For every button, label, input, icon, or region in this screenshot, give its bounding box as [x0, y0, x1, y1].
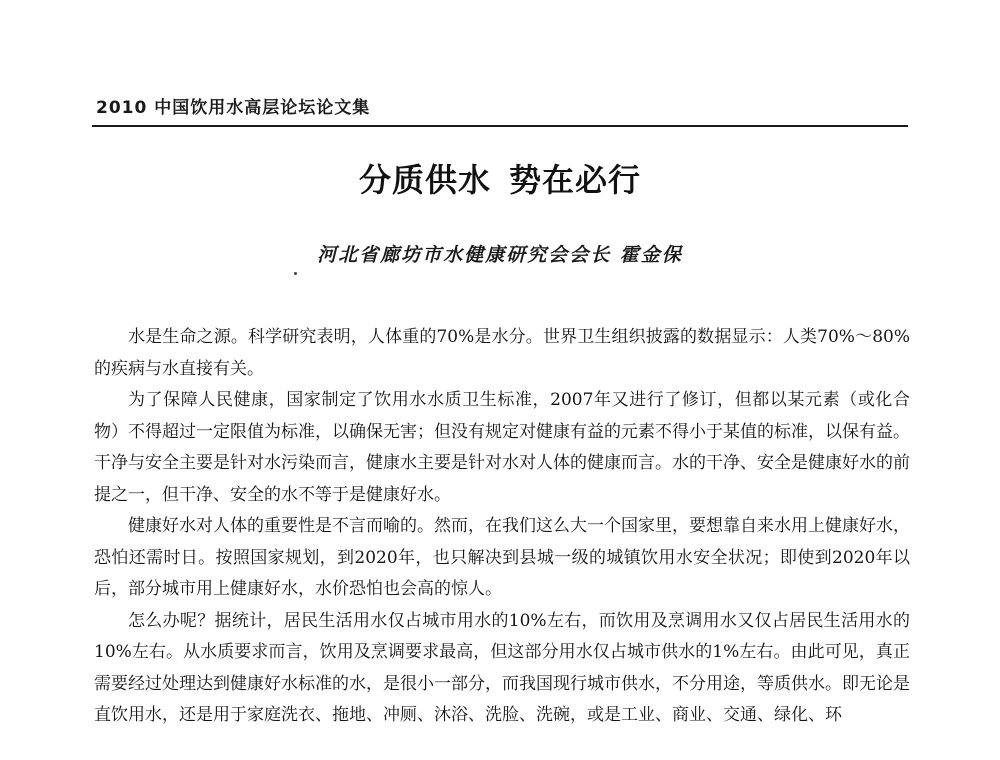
stray-dot — [294, 272, 297, 275]
paragraph-4: 怎么办呢？据统计，居民生活用水仅占城市用水的10%左右，而饮用及烹调用水又仅占居民生活用水的10%左右。从水质要求而言，饮用及烹调要求最高，但这部分用水仅占城市供水的1%左右。由此可见，真正需要经过处理达到健康好水标准的水，是很小一部分，而我国现行城市供水，不分用途，等质供水。即无论是直饮用水，还是用于家庭洗衣、拖地、冲厕、沐浴、洗脸、洗碗，或是工业、商业、交通、绿化、环 — [94, 610, 910, 725]
title-part-1: 分质供水 — [358, 161, 491, 199]
title-part-2: 势在必行 — [509, 161, 642, 199]
paragraph-1: 水是生命之源。科学研究表明，人体重的70%是水分。世界卫生组织披露的数据显示：人类70%～80%的疾病与水直接有关。 — [94, 327, 910, 379]
article-body — [94, 322, 910, 732]
header-rule — [92, 125, 908, 127]
article-title — [0, 155, 1000, 201]
paragraph-2: 为了保障人民健康，国家制定了饮用水水质卫生标准，2007年又进行了修订，但都以某元素（或化合物）不得超过一定限值为标准，以确保无害；但没有规定对健康有益的元素不得小于某值的标准，以保有益。干净与安全主要是针对水污染而言，健康水主要是针对水对人体的健康而言。水的干净、安全是健康好水的前提之一，但干净、安全的水不等于是健康好水。 — [94, 390, 910, 505]
paragraph-3: 健康好水对人体的重要性是不言而喻的。然而，在我们这么大一个国家里，要想靠自来水用上健康好水，恐怕还需时日。按照国家规划，到2020年，也只解决到县城一级的城镇饮用水安全状况；即使到2020年以后，部分城市用上健康好水，水价恐怕也会高的惊人。 — [94, 516, 910, 599]
running-header: 2010 中国饮用水高层论坛论文集 — [96, 98, 371, 118]
author-line: 河北省廊坊市水健康研究会会长 霍金保 — [317, 244, 683, 266]
